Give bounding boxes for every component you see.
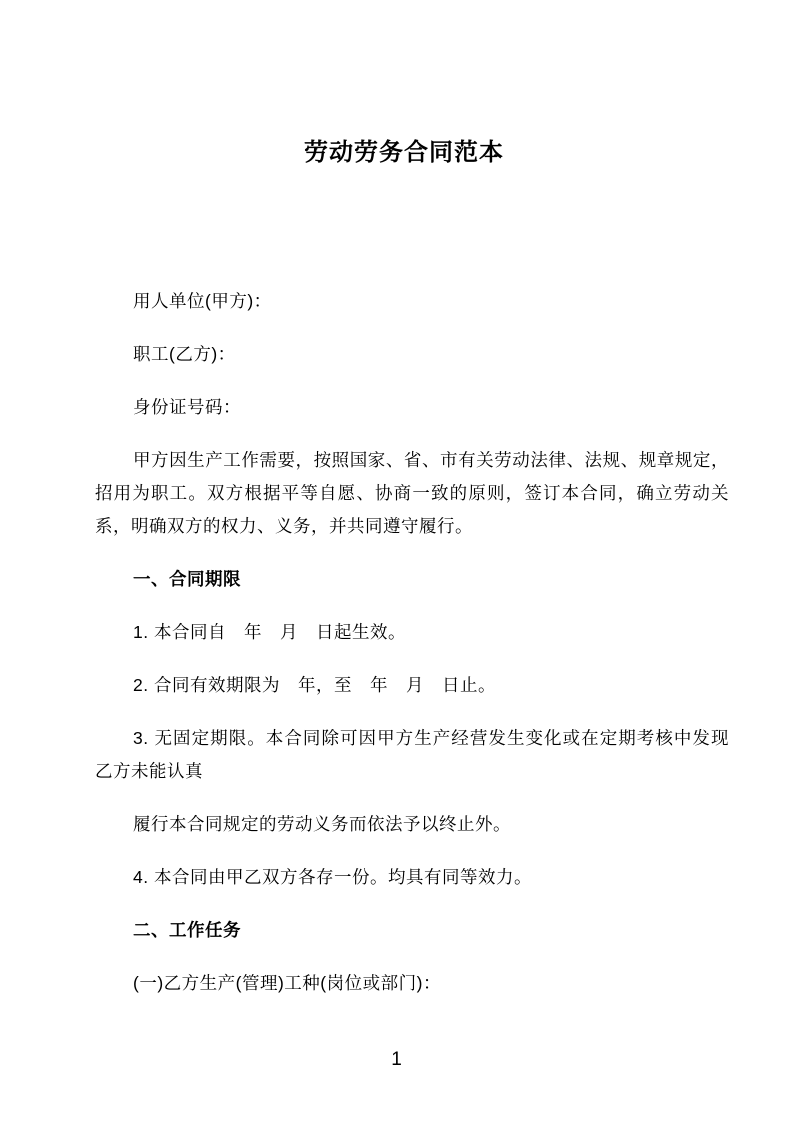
clause-1-4-copies: 4. 本合同由甲乙双方各存一份。均具有同等效力。 [133, 867, 532, 887]
page-number: 1 [391, 1049, 402, 1070]
clause-1-2-validity-period: 2. 合同有效期限为 年，至 年 月 日止。 [133, 675, 496, 695]
heading-section-2-work-tasks: 二、工作任务 [133, 920, 241, 940]
paragraph-preamble: 甲方因生产工作需要，按照国家、省、市有关劳动法律、法规、规章规定，招用为职工。双方根据平等自愿、协商一致的原则，签订本合同，确立劳动关系，明确双方的权力、义务，并共同遵守履行。 [95, 450, 729, 536]
clause-1-3-open-term: 3. 无固定期限。本合同除可因甲方生产经营发生变化或在定期考核中发现乙方未能认真 [95, 728, 729, 781]
heading-section-1-contract-term: 一、合同期限 [133, 569, 241, 589]
field-id-number: 身份证号码： [133, 397, 241, 417]
field-employer-party-a: 用人单位(甲方)： [133, 291, 272, 311]
clause-2-1-job-position: (一)乙方生产(管理)工种(岗位或部门)： [133, 973, 441, 993]
document-title [79, 136, 729, 169]
document-body [95, 285, 729, 1000]
clause-1-1-effective-date: 1. 本合同自 年 月 日起生效。 [133, 622, 406, 642]
clause-1-3-continuation: 履行本合同规定的劳动义务而依法予以终止外。 [133, 814, 511, 834]
document-title-text: 劳动劳务合同范本 [304, 139, 504, 166]
field-employee-party-b: 职工(乙方)： [133, 344, 236, 364]
